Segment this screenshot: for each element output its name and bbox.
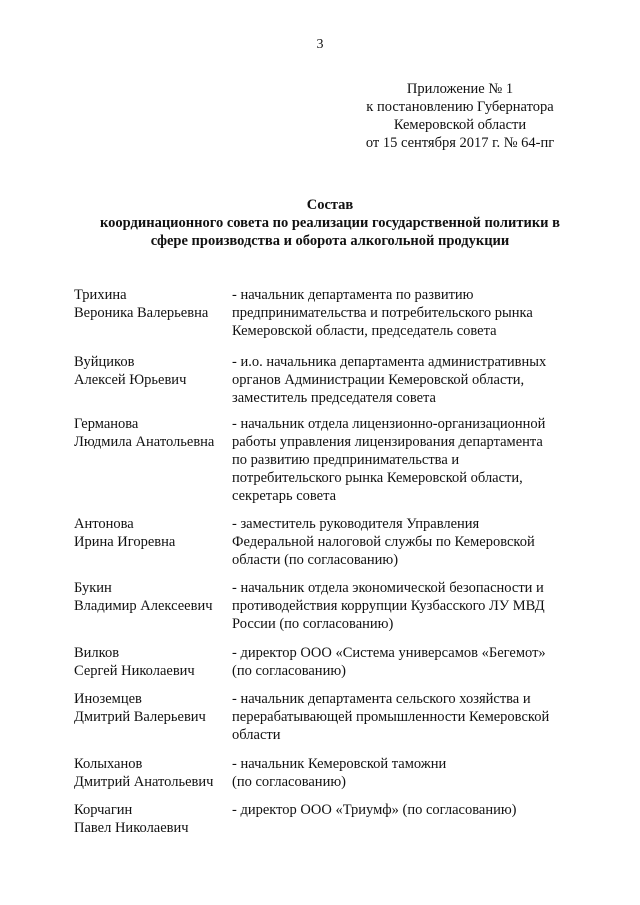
member-entry [74, 801, 594, 841]
member-role [232, 415, 594, 515]
role-line: (по согласованию) [232, 663, 346, 679]
member-surname: Германова [74, 416, 139, 432]
member-name [74, 755, 232, 801]
member-surname: Вуйциков [74, 354, 135, 370]
member-given-name: Дмитрий Валерьевич [74, 709, 206, 725]
member-given-name: Вероника Валерьевна [74, 305, 209, 321]
role-line: России (по согласованию) [232, 616, 394, 632]
member-role [232, 515, 594, 579]
role-line: - и.о. начальника департамента административных [232, 354, 547, 370]
appendix-block [340, 80, 580, 152]
member-entry [74, 755, 594, 801]
appendix-line: от 15 сентября 2017 г. № 64-пг [365, 135, 555, 151]
title-line: координационного совета по реализации государственной политики в [100, 215, 560, 231]
member-role [232, 644, 594, 690]
member-name [74, 286, 232, 353]
role-line: заместитель председателя совета [232, 390, 436, 406]
member-entry [74, 690, 594, 755]
member-role [232, 690, 594, 755]
appendix-line: Приложение № 1 [406, 81, 514, 97]
members-list [74, 286, 594, 841]
member-given-name: Алексей Юрьевич [74, 372, 187, 388]
appendix-line: к постановлению Губернатора [366, 99, 554, 115]
member-role [232, 755, 594, 801]
member-role [232, 579, 594, 644]
member-role [232, 353, 594, 415]
role-line: - директор ООО «Система универсамов «Бегемот» [232, 645, 546, 661]
member-given-name: Ирина Игоревна [74, 534, 176, 550]
member-entry [74, 579, 594, 644]
member-surname: Колыханов [74, 756, 143, 772]
member-given-name: Дмитрий Анатольевич [74, 774, 214, 790]
member-given-name: Людмила Анатольевна [74, 434, 215, 450]
member-name [74, 690, 232, 755]
role-line: Кемеровской области, председатель совета [232, 323, 497, 339]
title-line: Состав [306, 197, 354, 213]
role-line: потребительского рынка Кемеровской области, [232, 470, 523, 486]
role-line: предпринимательства и потребительского рынка [232, 305, 533, 321]
member-entry [74, 415, 594, 515]
role-line: работы управления лицензирования департамента [232, 434, 543, 450]
role-line: - начальник департамента сельского хозяйства и [232, 691, 531, 707]
member-entry [74, 644, 594, 690]
role-line: - начальник отдела лицензионно-организационной [232, 416, 546, 432]
role-line: области (по согласованию) [232, 552, 399, 568]
role-line: Федеральной налоговой службы по Кемеровской [232, 534, 535, 550]
role-line: - директор ООО «Триумф» (по согласованию) [232, 802, 517, 818]
role-line: - заместитель руководителя Управления [232, 516, 480, 532]
role-line: противодействия коррупции Кузбасского ЛУ МВД [232, 598, 545, 614]
member-surname: Вилков [74, 645, 120, 661]
member-given-name: Владимир Алексеевич [74, 598, 213, 614]
member-given-name: Сергей Николаевич [74, 663, 195, 679]
member-surname: Корчагин [74, 802, 133, 818]
appendix-line: Кемеровской области [393, 117, 527, 133]
member-surname: Иноземцев [74, 691, 142, 707]
document-title [60, 196, 600, 250]
role-line: - начальник Кемеровской таможни [232, 756, 447, 772]
role-line: (по согласованию) [232, 774, 346, 790]
member-role [232, 801, 594, 841]
member-name [74, 801, 232, 841]
member-surname: Антонова [74, 516, 134, 532]
member-name [74, 579, 232, 644]
member-surname: Трихина [74, 287, 127, 303]
member-role [232, 286, 594, 353]
role-line: области [232, 727, 281, 743]
member-name [74, 515, 232, 579]
role-line: органов Администрации Кемеровской области, [232, 372, 525, 388]
page-number: 3 [316, 37, 324, 52]
role-line: перерабатывающей промышленности Кемеровской [232, 709, 550, 725]
member-given-name: Павел Николаевич [74, 820, 189, 836]
member-name [74, 644, 232, 690]
title-line: сфере производства и оборота алкогольной продукции [150, 233, 510, 249]
role-line: - начальник департамента по развитию [232, 287, 474, 303]
member-entry [74, 515, 594, 579]
role-line: секретарь совета [232, 488, 337, 504]
member-surname: Букин [74, 580, 112, 596]
role-line: - начальник отдела экономической безопасности и [232, 580, 544, 596]
member-entry [74, 353, 594, 415]
member-entry [74, 286, 594, 353]
member-name [74, 415, 232, 515]
member-name [74, 353, 232, 415]
role-line: по развитию предпринимательства и [232, 452, 460, 468]
